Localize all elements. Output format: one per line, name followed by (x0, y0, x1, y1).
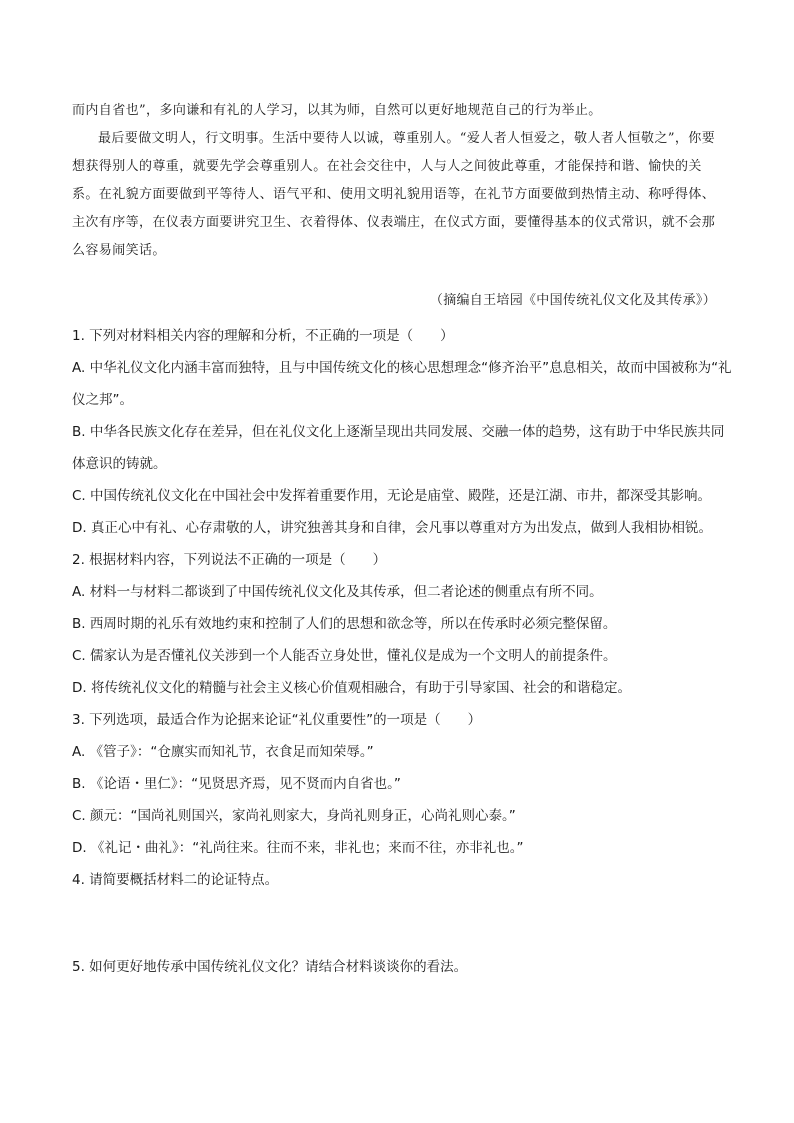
question-list (72, 320, 732, 983)
question-2 (72, 544, 732, 704)
question-5 (72, 951, 732, 983)
passage-source: （摘编自王培园《中国传统礼仪文化及其传承》） (429, 293, 716, 308)
option-a: A. 《管子》：“仓廪实而知礼节，衣食足而知荣辱。” (72, 744, 374, 760)
option-d: D. 将传统礼仪文化的精髓与社会主义核心价值观相融合，有助于引导家国、社会的和谐稳定。 (72, 680, 631, 696)
option-a: A. 中华礼仪文化内涵丰富而独特，且与中国传统文化的核心思想理念“修齐治平”息息相关，故而中国被称为“礼仪之邦”。 (72, 360, 732, 408)
option-b: B. 《论语・里仁》：“见贤思齐焉，见不贤而内自省也。” (72, 776, 401, 792)
question-stem: 5. 如何更好地传承中国传统礼仪文化？请结合材料谈谈你的看法。 (72, 959, 468, 975)
passage-paragraph: 最后要做文明人，行文明事。生活中要待人以诚，尊重别人。“爱人者人恒爱之，敬人者人恒敬之”，你要想获得别人的尊重，就要先学会尊重别人。在社会交往中，人与人之间彼此尊重，才能保持和谐、愉快的关系。在礼貌方面要做到平等待人、语气平和、使用文明礼貌用语等，在礼节方面要做到热情主动、称呼得体、主次有序等，在仪表方面要讲究卫生、衣着得体、仪表端庄，在仪式方面，要懂得基本的仪式常识，就不会那么容易闹笑话。 (72, 131, 716, 258)
answer-space (72, 896, 732, 951)
question-stem: 2. 根据材料内容，下列说法不正确的一项是（ ） (72, 552, 387, 568)
reading-passage (72, 97, 722, 265)
option-d: D. 《礼记・曲礼》：“礼尚往来。往而不来，非礼也；来而不往，亦非礼也。” (72, 840, 524, 856)
question-1 (72, 320, 732, 544)
option-c: C. 颜元：“国尚礼则国兴，家尚礼则家大，身尚礼则身正，心尚礼则心泰。” (72, 808, 516, 824)
option-b: B. 西周时期的礼乐有效地约束和控制了人们的思想和欲念等，所以在传承时必须完整保留。 (72, 616, 617, 632)
option-a: A. 材料一与材料二都谈到了中国传统礼仪文化及其传承，但二者论述的侧重点有所不同。 (72, 584, 603, 600)
option-b: B. 中华各民族文化存在差异，但在礼仪文化上逐渐呈现出共同发展、交融一体的趋势，这有助于中华民族共同体意识的铸就。 (72, 424, 725, 472)
option-d: D. 真正心中有礼、心存肃敬的人，讲究独善其身和自律，会凡事以尊重对方为出发点，做到人我相协相锐。 (72, 520, 712, 536)
question-stem: 1. 下列对材料相关内容的理解和分析，不正确的一项是（ ） (72, 328, 454, 344)
question-stem: 4. 请简要概括材料二的论证特点。 (72, 872, 279, 888)
passage-line: 而内自省也”，多向谦和有礼的人学习，以其为师，自然可以更好地规范自己的行为举止。 (72, 103, 602, 118)
option-c: C. 儒家认为是否懂礼仪关涉到一个人能否立身处世，懂礼仪是成为一个文明人的前提条件。 (72, 648, 617, 664)
question-4 (72, 864, 732, 896)
question-stem: 3. 下列选项，最适合作为论据来论证“礼仪重要性”的一项是（ ） (72, 712, 482, 728)
question-3 (72, 704, 732, 864)
option-c: C. 中国传统礼仪文化在中国社会中发挥着重要作用，无论是庙堂、殿陛，还是江湖、市井，都深受其影响。 (72, 488, 712, 504)
